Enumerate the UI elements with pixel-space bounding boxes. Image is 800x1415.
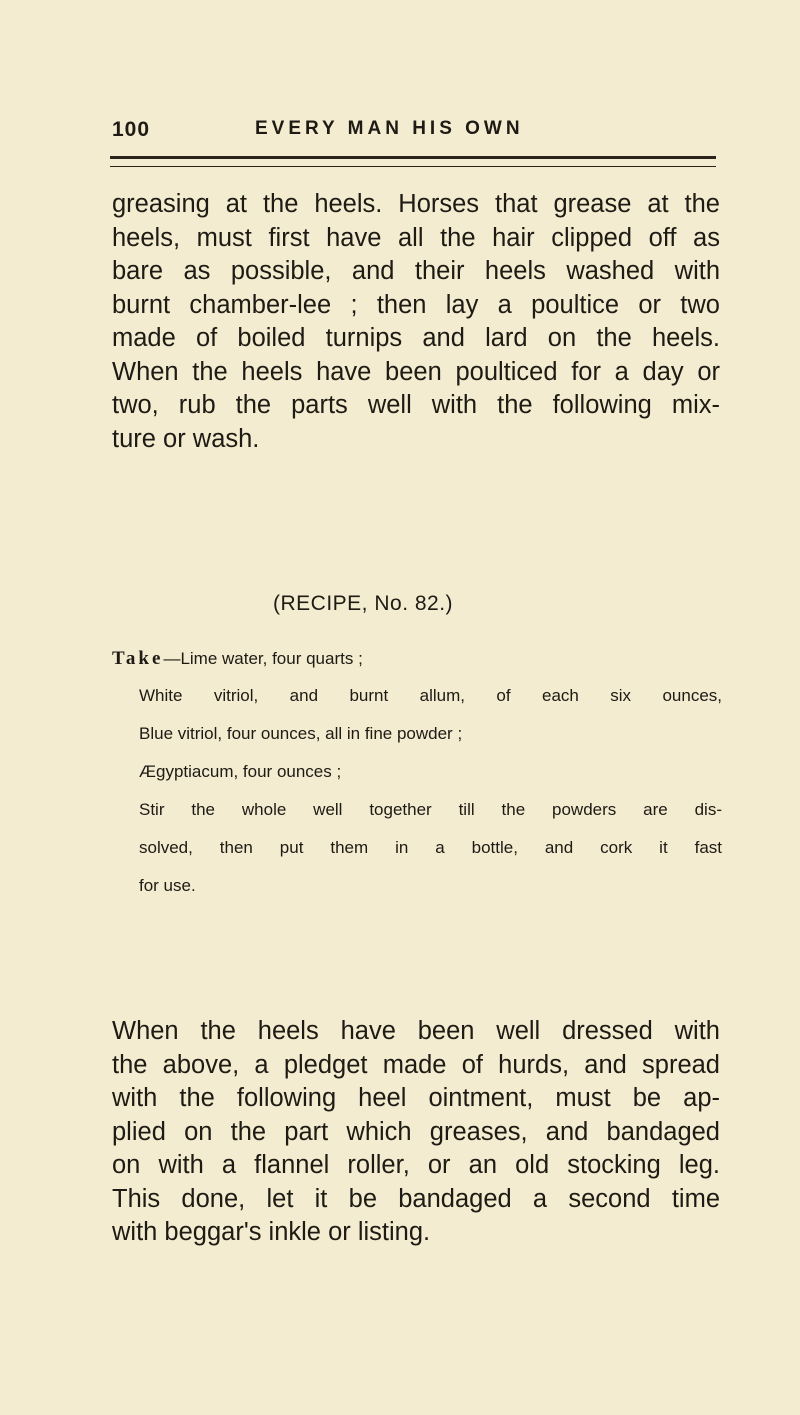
paragraph-dressing xyxy=(112,1015,720,1250)
recipe-ingredient: White vitriol, and burnt allum, of each six ounces, xyxy=(139,686,722,705)
text-line: made of boiled turnips and lard on the heels. xyxy=(112,324,720,352)
take-word: Take xyxy=(112,648,164,669)
text-line: plied on the part which greases, and bandaged xyxy=(112,1117,720,1146)
text-line: ture or wash. xyxy=(112,424,260,453)
text-line: greasing at the heels. Horses that grease at the xyxy=(112,190,720,218)
text-line: When the heels have been poulticed for a day or xyxy=(112,357,720,386)
header-rule-thin xyxy=(110,166,716,167)
text-line: with the following heel ointment, must be ap- xyxy=(112,1084,720,1112)
recipe-ingredient: —Lime water, four quarts ; xyxy=(163,649,363,668)
text-line: bare as possible, and their heels washed with xyxy=(112,257,720,285)
text-line: on with a flannel roller, or an old stocking leg. xyxy=(112,1151,720,1179)
page-number: 100 xyxy=(112,118,151,141)
recipe-ingredient: Ægyptiacum, four ounces ; xyxy=(139,762,342,781)
recipe-ingredient: Blue vitriol, four ounces, all in fine powder ; xyxy=(139,724,463,743)
recipe-instruction: Stir the whole well together till the powders are dis- xyxy=(139,800,722,819)
text-line: the above, a pledget made of hurds, and spread xyxy=(112,1050,720,1079)
page-header xyxy=(112,118,712,148)
running-title: EVERY MAN HIS OWN xyxy=(255,118,524,139)
recipe-heading: (RECIPE, No. 82.) xyxy=(273,592,454,615)
text-line: two, rub the parts well with the following mix- xyxy=(112,391,720,419)
recipe-line-take xyxy=(112,648,363,670)
text-line: heels, must first have all the hair clipped off as xyxy=(112,223,720,252)
text-line: with beggar's inkle or listing. xyxy=(112,1218,431,1246)
header-rule-thick xyxy=(110,156,716,159)
text-line: burnt chamber-lee ; then lay a poultice or two xyxy=(112,290,720,319)
paragraph-greasing xyxy=(112,188,720,456)
text-line: When the heels have been well dressed with xyxy=(112,1017,720,1045)
recipe-instruction: for use. xyxy=(139,876,196,895)
text-line: This done, let it be bandaged a second time xyxy=(112,1184,720,1213)
recipe-instruction: solved, then put them in a bottle, and cork it fast xyxy=(139,838,722,857)
